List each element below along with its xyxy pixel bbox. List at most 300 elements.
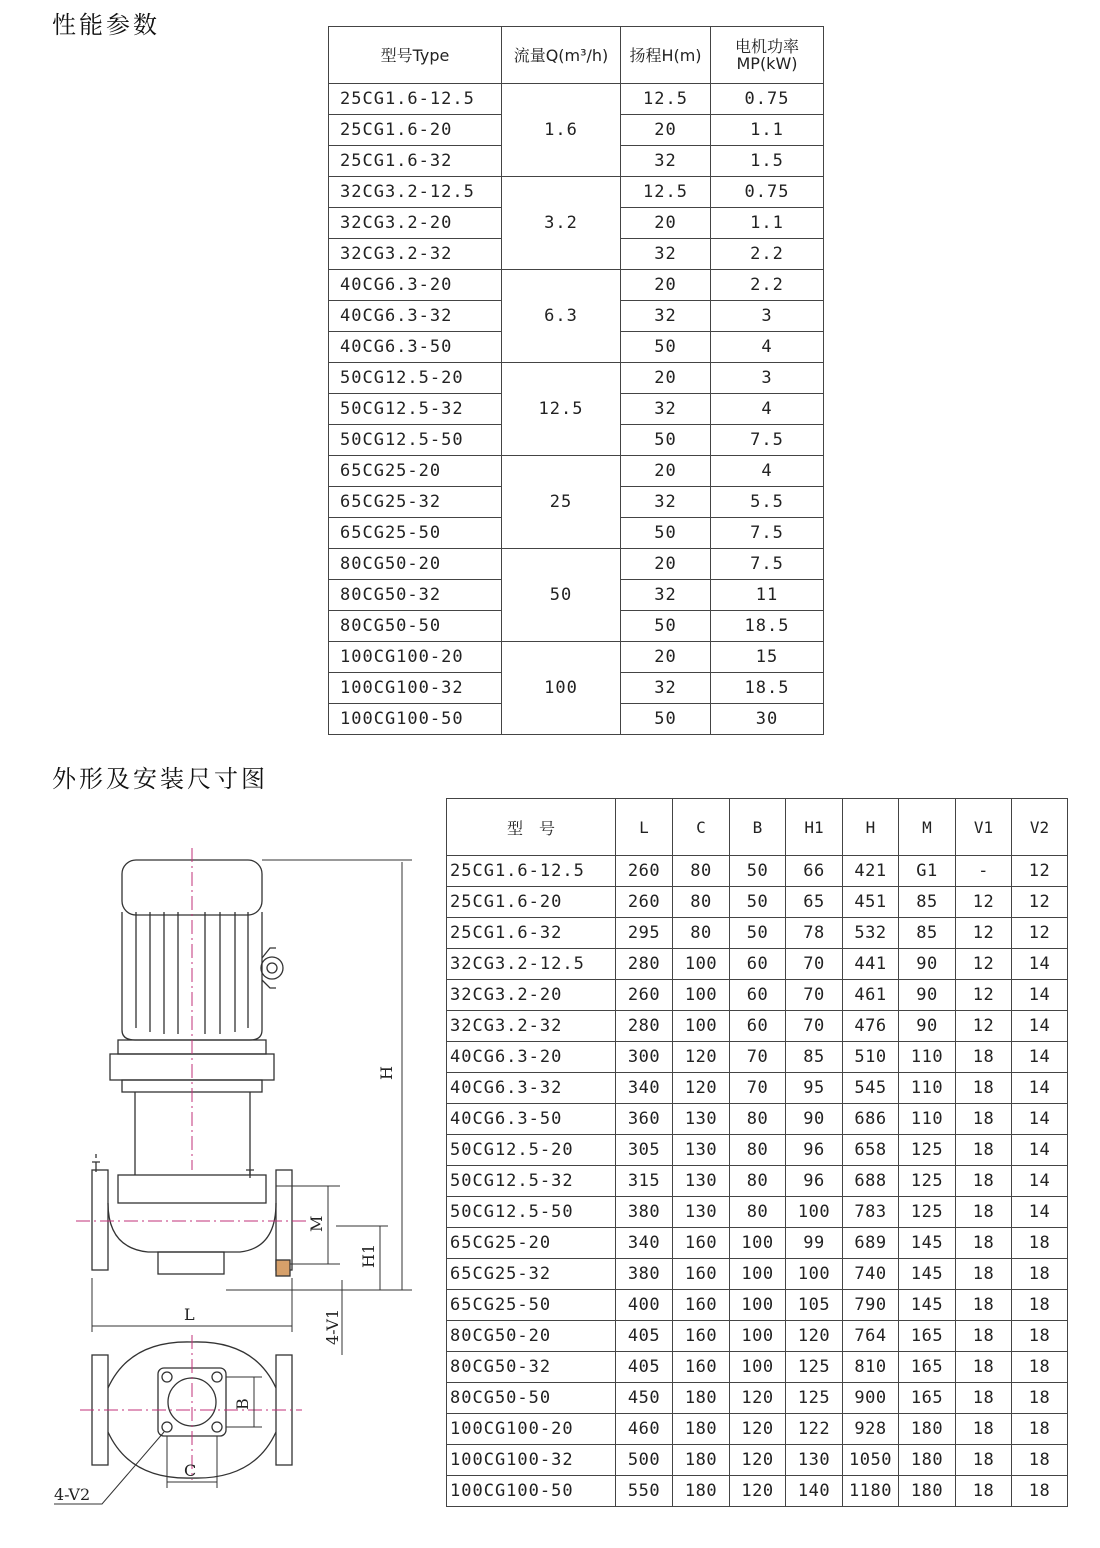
- model-cell: 50CG12.5-50: [329, 425, 502, 456]
- dim-cell-c: 130: [673, 1104, 730, 1135]
- flow-cell: 1.6: [502, 84, 621, 177]
- power-cell: 4: [711, 332, 824, 363]
- performance-heading: 性能参数: [52, 11, 160, 39]
- dim-cell-h: 510: [843, 1042, 899, 1073]
- dim-cell-h: 810: [843, 1352, 899, 1383]
- dim-header-l: L: [616, 799, 673, 856]
- dim-cell-v2: 18: [1012, 1383, 1068, 1414]
- flow-cell: 6.3: [502, 270, 621, 363]
- table-row: [329, 270, 824, 301]
- label-h1: H1: [359, 1243, 378, 1268]
- bolt-hole-4: [212, 1422, 222, 1432]
- dim-cell-c: 160: [673, 1352, 730, 1383]
- power-cell: 7.5: [711, 425, 824, 456]
- table-row: [447, 1166, 1068, 1197]
- bolt-top: [246, 1170, 254, 1178]
- model-cell: 50CG12.5-32: [329, 394, 502, 425]
- header-power-line2: MP(kW): [736, 54, 798, 73]
- dim-cell-v1: 18: [956, 1259, 1012, 1290]
- dim-cell-l: 400: [616, 1290, 673, 1321]
- dim-cell-h1: 100: [786, 1259, 843, 1290]
- dim-cell-v2: 18: [1012, 1476, 1068, 1507]
- power-cell: 2.2: [711, 239, 824, 270]
- label-m: M: [307, 1215, 326, 1232]
- dim-cell-h1: 90: [786, 1104, 843, 1135]
- dim-cell-m: 125: [899, 1135, 956, 1166]
- table-row: [447, 1445, 1068, 1476]
- dim-cell-v2: 14: [1012, 1135, 1068, 1166]
- power-cell: 1.1: [711, 208, 824, 239]
- label-c: C: [184, 1461, 197, 1480]
- dim-cell-b: 100: [730, 1352, 786, 1383]
- dim-cell-c: 100: [673, 1011, 730, 1042]
- model-cell: 65CG25-20: [329, 456, 502, 487]
- dim-cell-l: 340: [616, 1073, 673, 1104]
- dim-cell-c: 180: [673, 1414, 730, 1445]
- dim-cell-h1: 96: [786, 1166, 843, 1197]
- dim-cell-v1: 18: [956, 1166, 1012, 1197]
- dim-cell-m: G1: [899, 856, 956, 887]
- model-cell: 40CG6.3-50: [329, 332, 502, 363]
- dim-cell-h: 545: [843, 1073, 899, 1104]
- header-head: 扬程H(m): [621, 27, 711, 84]
- head-cell: 20: [621, 270, 711, 301]
- model-cell: 100CG100-32: [329, 673, 502, 704]
- dim-cell-l: 300: [616, 1042, 673, 1073]
- dim-cell-h: 461: [843, 980, 899, 1011]
- dim-cell-m: 85: [899, 887, 956, 918]
- dim-cell-type: 32CG3.2-12.5: [447, 949, 616, 980]
- dim-cell-l: 405: [616, 1321, 673, 1352]
- table-row: [329, 456, 824, 487]
- dim-cell-v1: 12: [956, 918, 1012, 949]
- dim-cell-l: 260: [616, 887, 673, 918]
- dim-cell-b: 100: [730, 1259, 786, 1290]
- dim-cell-v1: 18: [956, 1104, 1012, 1135]
- table-row: [447, 1011, 1068, 1042]
- dim-cell-h1: 85: [786, 1042, 843, 1073]
- dim-cell-b: 120: [730, 1414, 786, 1445]
- dim-cell-h: 764: [843, 1321, 899, 1352]
- head-cell: 50: [621, 425, 711, 456]
- dim-cell-v2: 14: [1012, 980, 1068, 1011]
- outlet-flange: [276, 1170, 292, 1270]
- model-cell: 25CG1.6-32: [329, 146, 502, 177]
- dim-cell-l: 295: [616, 918, 673, 949]
- dim-cell-c: 130: [673, 1135, 730, 1166]
- flow-cell: 3.2: [502, 177, 621, 270]
- head-cell: 20: [621, 549, 711, 580]
- dimension-table-header: [447, 799, 1068, 856]
- dim-cell-h: 421: [843, 856, 899, 887]
- dim-cell-b: 60: [730, 1011, 786, 1042]
- dim-cell-v2: 12: [1012, 918, 1068, 949]
- dim-cell-b: 50: [730, 918, 786, 949]
- dim-cell-c: 80: [673, 918, 730, 949]
- dim-cell-c: 160: [673, 1321, 730, 1352]
- power-cell: 0.75: [711, 177, 824, 208]
- power-cell: 11: [711, 580, 824, 611]
- dim-cell-h1: 70: [786, 980, 843, 1011]
- dim-cell-h1: 65: [786, 887, 843, 918]
- table-row: [447, 887, 1068, 918]
- dim-cell-b: 60: [730, 980, 786, 1011]
- power-cell: 3: [711, 301, 824, 332]
- head-cell: 20: [621, 456, 711, 487]
- dim-header-b: B: [730, 799, 786, 856]
- dim-cell-b: 120: [730, 1476, 786, 1507]
- dim-cell-v2: 18: [1012, 1445, 1068, 1476]
- dim-cell-c: 180: [673, 1476, 730, 1507]
- head-cell: 12.5: [621, 177, 711, 208]
- dim-cell-v2: 14: [1012, 949, 1068, 980]
- performance-table-body: [329, 84, 824, 735]
- table-row: [329, 84, 824, 115]
- drain-plug: [276, 1260, 290, 1276]
- dim-cell-v1: 18: [956, 1321, 1012, 1352]
- dim-cell-b: 50: [730, 887, 786, 918]
- pump-casing: [108, 1203, 276, 1252]
- dim-cell-l: 280: [616, 1011, 673, 1042]
- dim-cell-h: 790: [843, 1290, 899, 1321]
- dim-cell-v2: 14: [1012, 1011, 1068, 1042]
- head-cell: 50: [621, 611, 711, 642]
- table-row: [447, 1290, 1068, 1321]
- dim-cell-h: 451: [843, 887, 899, 918]
- head-cell: 32: [621, 673, 711, 704]
- dim-cell-type: 25CG1.6-32: [447, 918, 616, 949]
- power-cell: 15: [711, 642, 824, 673]
- dim-cell-v2: 14: [1012, 1166, 1068, 1197]
- table-row: [329, 177, 824, 208]
- dim-cell-m: 180: [899, 1414, 956, 1445]
- flow-cell: 25: [502, 456, 621, 549]
- dim-cell-v2: 18: [1012, 1290, 1068, 1321]
- model-cell: 32CG3.2-12.5: [329, 177, 502, 208]
- dim-cell-v1: 18: [956, 1228, 1012, 1259]
- flow-cell: 12.5: [502, 363, 621, 456]
- dim-cell-type: 40CG6.3-32: [447, 1073, 616, 1104]
- dim-cell-v2: 14: [1012, 1197, 1068, 1228]
- table-row: [329, 642, 824, 673]
- dim-cell-h1: 70: [786, 949, 843, 980]
- head-cell: 50: [621, 518, 711, 549]
- dim-cell-l: 500: [616, 1445, 673, 1476]
- dim-cell-h: 783: [843, 1197, 899, 1228]
- dim-cell-m: 165: [899, 1352, 956, 1383]
- dim-cell-h: 686: [843, 1104, 899, 1135]
- dim-cell-type: 100CG100-32: [447, 1445, 616, 1476]
- dim-cell-v1: 18: [956, 1073, 1012, 1104]
- pump-foot: [158, 1252, 224, 1274]
- dim-cell-m: 180: [899, 1476, 956, 1507]
- dim-cell-type: 25CG1.6-12.5: [447, 856, 616, 887]
- table-row: [447, 1197, 1068, 1228]
- dim-cell-h1: 78: [786, 918, 843, 949]
- dim-cell-m: 110: [899, 1104, 956, 1135]
- dim-cell-v2: 12: [1012, 856, 1068, 887]
- power-cell: 1.5: [711, 146, 824, 177]
- dim-cell-b: 120: [730, 1383, 786, 1414]
- dim-cell-h1: 140: [786, 1476, 843, 1507]
- dim-cell-v1: 18: [956, 1042, 1012, 1073]
- dim-cell-c: 180: [673, 1383, 730, 1414]
- dim-cell-h1: 66: [786, 856, 843, 887]
- dim-cell-v2: 18: [1012, 1321, 1068, 1352]
- dimension-table: [446, 798, 1068, 1507]
- head-cell: 32: [621, 301, 711, 332]
- dim-cell-type: 50CG12.5-32: [447, 1166, 616, 1197]
- power-cell: 0.75: [711, 84, 824, 115]
- bolt-hole-3: [162, 1422, 172, 1432]
- header-flow: 流量Q(m³/h): [502, 27, 621, 84]
- bolt-hole-1: [162, 1372, 172, 1382]
- dim-cell-type: 40CG6.3-50: [447, 1104, 616, 1135]
- dim-cell-m: 125: [899, 1197, 956, 1228]
- dim-cell-v1: 18: [956, 1445, 1012, 1476]
- dim-cell-b: 100: [730, 1321, 786, 1352]
- model-cell: 80CG50-32: [329, 580, 502, 611]
- head-cell: 32: [621, 239, 711, 270]
- dim-cell-b: 100: [730, 1290, 786, 1321]
- table-row: [447, 1383, 1068, 1414]
- dim-cell-l: 450: [616, 1383, 673, 1414]
- dim-cell-c: 130: [673, 1197, 730, 1228]
- dim-cell-m: 180: [899, 1445, 956, 1476]
- dim-cell-c: 160: [673, 1290, 730, 1321]
- label-v2: 4-V2: [54, 1485, 91, 1504]
- power-cell: 18.5: [711, 611, 824, 642]
- dim-cell-h: 476: [843, 1011, 899, 1042]
- dim-cell-h1: 70: [786, 1011, 843, 1042]
- dim-cell-h1: 99: [786, 1228, 843, 1259]
- dim-header-v2: V2: [1012, 799, 1068, 856]
- dim-header-h1: H1: [786, 799, 843, 856]
- dim-cell-h1: 100: [786, 1197, 843, 1228]
- dim-cell-m: 85: [899, 918, 956, 949]
- dim-cell-h1: 105: [786, 1290, 843, 1321]
- pump-dimension-drawing: [40, 840, 440, 1520]
- dim-cell-c: 180: [673, 1445, 730, 1476]
- inlet-flange: [92, 1170, 108, 1270]
- table-row: [447, 1228, 1068, 1259]
- dim-cell-v2: 14: [1012, 1104, 1068, 1135]
- model-cell: 32CG3.2-32: [329, 239, 502, 270]
- label-h: H: [377, 1066, 396, 1080]
- dimension-table-body: [447, 856, 1068, 1507]
- dim-cell-m: 145: [899, 1259, 956, 1290]
- bolt-hole-2: [212, 1372, 222, 1382]
- dim-cell-type: 50CG12.5-50: [447, 1197, 616, 1228]
- dim-cell-h1: 95: [786, 1073, 843, 1104]
- dim-cell-v1: 18: [956, 1352, 1012, 1383]
- model-cell: 100CG100-50: [329, 704, 502, 735]
- label-l: L: [184, 1305, 195, 1324]
- head-cell: 50: [621, 704, 711, 735]
- head-cell: 12.5: [621, 84, 711, 115]
- head-cell: 32: [621, 580, 711, 611]
- dim-cell-h1: 125: [786, 1352, 843, 1383]
- dim-cell-m: 110: [899, 1042, 956, 1073]
- dim-cell-v2: 18: [1012, 1228, 1068, 1259]
- table-row: [447, 1476, 1068, 1507]
- model-cell: 40CG6.3-32: [329, 301, 502, 332]
- model-cell: 100CG100-20: [329, 642, 502, 673]
- head-cell: 20: [621, 208, 711, 239]
- model-cell: 32CG3.2-20: [329, 208, 502, 239]
- dim-cell-h: 900: [843, 1383, 899, 1414]
- dim-cell-h: 658: [843, 1135, 899, 1166]
- dim-cell-v1: 18: [956, 1414, 1012, 1445]
- dim-cell-v1: 18: [956, 1197, 1012, 1228]
- performance-table: [328, 26, 824, 735]
- model-cell: 25CG1.6-20: [329, 115, 502, 146]
- table-row: [447, 1135, 1068, 1166]
- dim-cell-h: 1050: [843, 1445, 899, 1476]
- dim-cell-c: 160: [673, 1228, 730, 1259]
- dim-cell-b: 70: [730, 1042, 786, 1073]
- model-cell: 25CG1.6-12.5: [329, 84, 502, 115]
- head-cell: 20: [621, 642, 711, 673]
- model-cell: 40CG6.3-20: [329, 270, 502, 301]
- dim-cell-h: 1180: [843, 1476, 899, 1507]
- dim-cell-c: 160: [673, 1259, 730, 1290]
- dim-cell-m: 110: [899, 1073, 956, 1104]
- dim-cell-v2: 12: [1012, 887, 1068, 918]
- header-power: [711, 27, 824, 84]
- dim-cell-v1: 18: [956, 1383, 1012, 1414]
- table-row: [447, 856, 1068, 887]
- dim-cell-type: 65CG25-32: [447, 1259, 616, 1290]
- power-cell: 3: [711, 363, 824, 394]
- dim-cell-type: 25CG1.6-20: [447, 887, 616, 918]
- dim-cell-l: 260: [616, 980, 673, 1011]
- table-row: [329, 363, 824, 394]
- flow-cell: 100: [502, 642, 621, 735]
- dim-header-type: 型 号: [447, 799, 616, 856]
- dim-cell-c: 80: [673, 856, 730, 887]
- dim-cell-b: 100: [730, 1228, 786, 1259]
- table-row: [447, 980, 1068, 1011]
- dim-cell-v1: 18: [956, 1290, 1012, 1321]
- dim-cell-m: 165: [899, 1321, 956, 1352]
- dim-cell-l: 360: [616, 1104, 673, 1135]
- head-cell: 32: [621, 487, 711, 518]
- dim-cell-type: 100CG100-20: [447, 1414, 616, 1445]
- dim-cell-l: 405: [616, 1352, 673, 1383]
- vent-valve: [92, 1154, 100, 1172]
- performance-table-header: [329, 27, 824, 84]
- dim-cell-v1: 18: [956, 1135, 1012, 1166]
- head-cell: 32: [621, 394, 711, 425]
- label-v1: 4-V1: [323, 1308, 342, 1345]
- table-row: [447, 1321, 1068, 1352]
- dim-cell-b: 80: [730, 1104, 786, 1135]
- dim-cell-c: 100: [673, 949, 730, 980]
- dim-cell-l: 380: [616, 1197, 673, 1228]
- model-cell: 50CG12.5-20: [329, 363, 502, 394]
- power-cell: 4: [711, 394, 824, 425]
- power-cell: 7.5: [711, 518, 824, 549]
- flow-cell: 50: [502, 549, 621, 642]
- power-cell: 4: [711, 456, 824, 487]
- table-row: [447, 1414, 1068, 1445]
- head-cell: 20: [621, 115, 711, 146]
- terminal-box-mount: [262, 948, 276, 988]
- dim-cell-v2: 14: [1012, 1042, 1068, 1073]
- dim-cell-v1: 18: [956, 1476, 1012, 1507]
- dim-cell-m: 145: [899, 1290, 956, 1321]
- dim-cell-l: 315: [616, 1166, 673, 1197]
- dim-cell-h: 689: [843, 1228, 899, 1259]
- dim-cell-v2: 18: [1012, 1352, 1068, 1383]
- dim-cell-v1: 12: [956, 887, 1012, 918]
- terminal-box-ring: [261, 957, 283, 979]
- dim-cell-v1: 12: [956, 949, 1012, 980]
- dim-cell-m: 145: [899, 1228, 956, 1259]
- dim-cell-l: 260: [616, 856, 673, 887]
- table-row: [447, 949, 1068, 980]
- dim-cell-l: 280: [616, 949, 673, 980]
- dim-cell-h1: 96: [786, 1135, 843, 1166]
- table-row: [447, 918, 1068, 949]
- dim-cell-h1: 120: [786, 1321, 843, 1352]
- power-cell: 2.2: [711, 270, 824, 301]
- dim-cell-type: 40CG6.3-20: [447, 1042, 616, 1073]
- dim-cell-v1: 12: [956, 980, 1012, 1011]
- dim-cell-b: 50: [730, 856, 786, 887]
- head-cell: 50: [621, 332, 711, 363]
- dim-cell-type: 100CG100-50: [447, 1476, 616, 1507]
- dim-cell-l: 550: [616, 1476, 673, 1507]
- table-row: [447, 1073, 1068, 1104]
- model-cell: 80CG50-50: [329, 611, 502, 642]
- dim-cell-h1: 122: [786, 1414, 843, 1445]
- head-cell: 20: [621, 363, 711, 394]
- power-cell: 1.1: [711, 115, 824, 146]
- dim-cell-type: 80CG50-20: [447, 1321, 616, 1352]
- dim-cell-v2: 18: [1012, 1414, 1068, 1445]
- dim-cell-h: 740: [843, 1259, 899, 1290]
- dim-cell-h: 532: [843, 918, 899, 949]
- dim-cell-b: 60: [730, 949, 786, 980]
- dim-cell-type: 32CG3.2-20: [447, 980, 616, 1011]
- dim-cell-l: 380: [616, 1259, 673, 1290]
- dim-cell-b: 80: [730, 1197, 786, 1228]
- model-cell: 65CG25-32: [329, 487, 502, 518]
- dim-cell-m: 90: [899, 1011, 956, 1042]
- dim-cell-type: 50CG12.5-20: [447, 1135, 616, 1166]
- dim-cell-c: 120: [673, 1073, 730, 1104]
- dim-cell-b: 80: [730, 1166, 786, 1197]
- dim-cell-m: 90: [899, 949, 956, 980]
- dim-cell-b: 120: [730, 1445, 786, 1476]
- dim-cell-c: 120: [673, 1042, 730, 1073]
- dim-header-v1: V1: [956, 799, 1012, 856]
- power-cell: 18.5: [711, 673, 824, 704]
- dim-cell-type: 65CG25-50: [447, 1290, 616, 1321]
- dim-cell-h1: 130: [786, 1445, 843, 1476]
- dim-cell-c: 100: [673, 980, 730, 1011]
- table-row: [329, 549, 824, 580]
- dim-cell-c: 80: [673, 887, 730, 918]
- dim-cell-type: 80CG50-50: [447, 1383, 616, 1414]
- table-row: [447, 1042, 1068, 1073]
- dim-cell-c: 130: [673, 1166, 730, 1197]
- head-cell: 32: [621, 146, 711, 177]
- header-power-line1: 电机功率: [734, 37, 799, 56]
- dim-cell-type: 65CG25-20: [447, 1228, 616, 1259]
